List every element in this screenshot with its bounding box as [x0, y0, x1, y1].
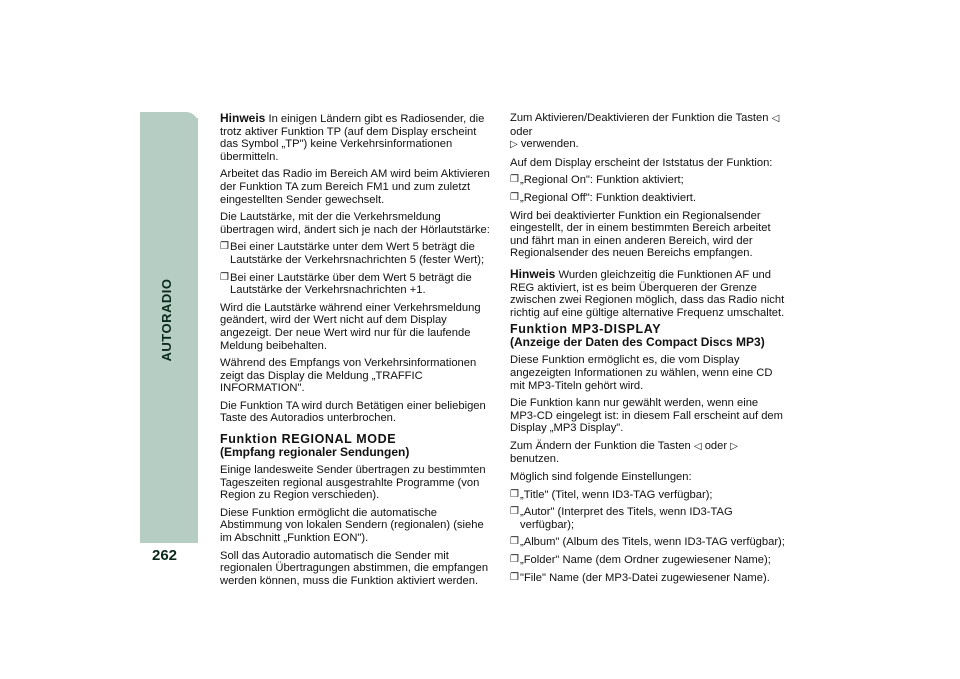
list-item-text: „Album" (Album des Titels, wenn ID3-TAG verfügbar);: [520, 536, 785, 549]
left-arrow-icon: ◁: [771, 113, 780, 124]
list-item: [510, 489, 785, 502]
list-item-text: „Regional On": Funktion aktiviert;: [520, 174, 684, 187]
hint-paragraph-tp: [220, 112, 495, 163]
text: Zum Aktivieren/Deaktivieren der Funktion die Tasten: [510, 112, 769, 124]
paragraph: Auf dem Display erscheint der Iststatus der Funktion:: [510, 156, 773, 169]
paragraph: Diese Funktion ermöglicht es, die vom Display angezeigten Informationen zu wählen, wenn eine CD mit MP3-Titeln gehört wird.: [510, 354, 773, 392]
list-item: [510, 554, 785, 567]
list-item: [220, 241, 495, 266]
text: oder: [510, 125, 533, 138]
bullet-box-icon: ❐: [510, 571, 519, 583]
bullet-box-icon: ❐: [510, 554, 519, 566]
paragraph: Diese Funktion ermöglicht die automatische Abstimmung von lokalen Sendern (regionalen) (siehe im Abschnitt „Funktion EON").: [220, 506, 484, 545]
list-item-text: „Regional Off": Funktion deaktiviert.: [520, 191, 697, 204]
paragraph: Möglich sind folgende Einstellungen:: [510, 471, 692, 484]
paragraph: Wird die Lautstärke während einer Verkehrsmeldung geändert, wird der Wert nicht auf dem Display angezeigt. Der neue Wert wird nur für die laufende Meldung beibehalten.: [220, 301, 481, 352]
paragraph: Wird bei deaktivierter Funktion ein Regionalsender eingestellt, der in einem bestimmten Bereich arbeitet und fährt man in einen anderen Bereich, wird der Regionalsender des neuen Bereichs empfangen.: [510, 209, 771, 260]
list-item-text: "File" Name (der MP3-Datei zugewiesener Name).: [520, 571, 770, 584]
paragraph: Während des Empfangs von Verkehrsinformationen zeigt das Display die Meldung „TRAFFIC INFORMATION".: [220, 357, 477, 395]
section-heading-regional: Funktion REGIONAL MODE: [220, 432, 397, 447]
right-arrow-icon: ▷: [730, 440, 738, 452]
bullet-box-icon: ❐: [510, 536, 519, 548]
paragraph-change-keys: [510, 440, 785, 466]
list-item: [510, 536, 785, 549]
right-arrow-icon: ▷: [510, 139, 518, 151]
right-column: [510, 112, 785, 589]
hint-label: Hinweis: [220, 111, 266, 125]
left-column: [220, 112, 495, 592]
list-item: [510, 192, 785, 205]
text: verwenden.: [520, 138, 579, 151]
list-item: [510, 506, 785, 531]
section-heading-mp3: Funktion MP3-DISPLAY: [510, 322, 662, 337]
section-subheading-regional: (Empfang regionaler Sendungen): [220, 445, 410, 460]
paragraph: Die Funktion TA wird durch Betätigen einer beliebigen Taste des Autoradios unterbrochen.: [220, 399, 486, 425]
bullet-box-icon: ❐: [510, 174, 519, 186]
paragraph: Einige landesweite Sender übertragen zu bestimmten Tageszeiten regional ausgestrahlte Programme (von Region zu Region verschieden).: [220, 464, 486, 502]
chapter-label: AUTORADIO: [159, 278, 174, 362]
list-item-text: Bei einer Lautstärke über dem Wert 5 beträgt die Lautstärke der Verkehrsnachrichten +1.: [230, 271, 472, 297]
bullet-box-icon: ❐: [510, 506, 519, 518]
paragraph: Arbeitet das Radio im Bereich AM wird beim Aktivieren der Funktion TA zum Bereich FM1 und zum zuletzt eingestellten Sender gewechselt.: [220, 168, 490, 206]
page-number: 262: [152, 547, 178, 564]
paragraph: Soll das Autoradio automatisch die Sender mit regionalen Übertragungen abstimmen, die empfangen werden können, muss die Funktion aktiviert werden.: [220, 549, 489, 587]
bullet-box-icon: ❐: [510, 191, 519, 203]
text: oder: [704, 439, 728, 452]
hint-text: Wurden gleichzeitig die Funktionen AF und REG aktiviert, ist es beim Überqueren der Grenze zwischen zwei Regionen möglich, dass das Radio nicht richtig auf eine gültige alternative Frequenz umschaltet.: [510, 268, 785, 319]
bullet-box-icon: ❐: [220, 271, 229, 283]
text: benutzen.: [510, 453, 560, 466]
list-item-text: Bei einer Lautstärke unter dem Wert 5 beträgt die Lautstärke der Verkehrsnachrichten 5 (fester Wert);: [230, 241, 485, 266]
bullet-box-icon: ❐: [220, 241, 229, 253]
hint-paragraph-af-reg: [510, 268, 785, 319]
list-item: [510, 572, 785, 585]
text: Zum Ändern der Funktion die Tasten: [510, 439, 691, 452]
list-item-text: „Folder" Name (dem Ordner zugewiesener Name);: [520, 554, 771, 567]
left-arrow-icon: ◁: [693, 440, 702, 452]
paragraph: Die Lautstärke, mit der die Verkehrsmeldung übertragen wird, ändert sich je nach der Hörlautstärke:: [220, 211, 490, 236]
hint-text: In einigen Ländern gibt es Radiosender, die trotz aktiver Funktion TP (auf dem Display erscheint das Symbol „TP") keine Verkehrsinformationen übermitteln.: [220, 113, 485, 163]
list-item-text: „Autor" (Interpret des Titels, wenn ID3-TAG verfügbar);: [520, 506, 733, 531]
list-item: [220, 272, 495, 297]
bullet-box-icon: ❐: [510, 488, 519, 500]
list-item: [510, 174, 785, 187]
paragraph: Die Funktion kann nur gewählt werden, wenn eine MP3-CD eingelegt ist: in diesem Fall erscheint auf dem Display „MP3 Display".: [510, 397, 783, 435]
list-item-text: „Title" (Titel, wenn ID3-TAG verfügbar);: [520, 488, 713, 501]
section-subheading-mp3: (Anzeige der Daten des Compact Discs MP3): [510, 335, 765, 350]
paragraph-toggle-keys: [510, 112, 785, 152]
hint-label: Hinweis: [510, 266, 556, 281]
